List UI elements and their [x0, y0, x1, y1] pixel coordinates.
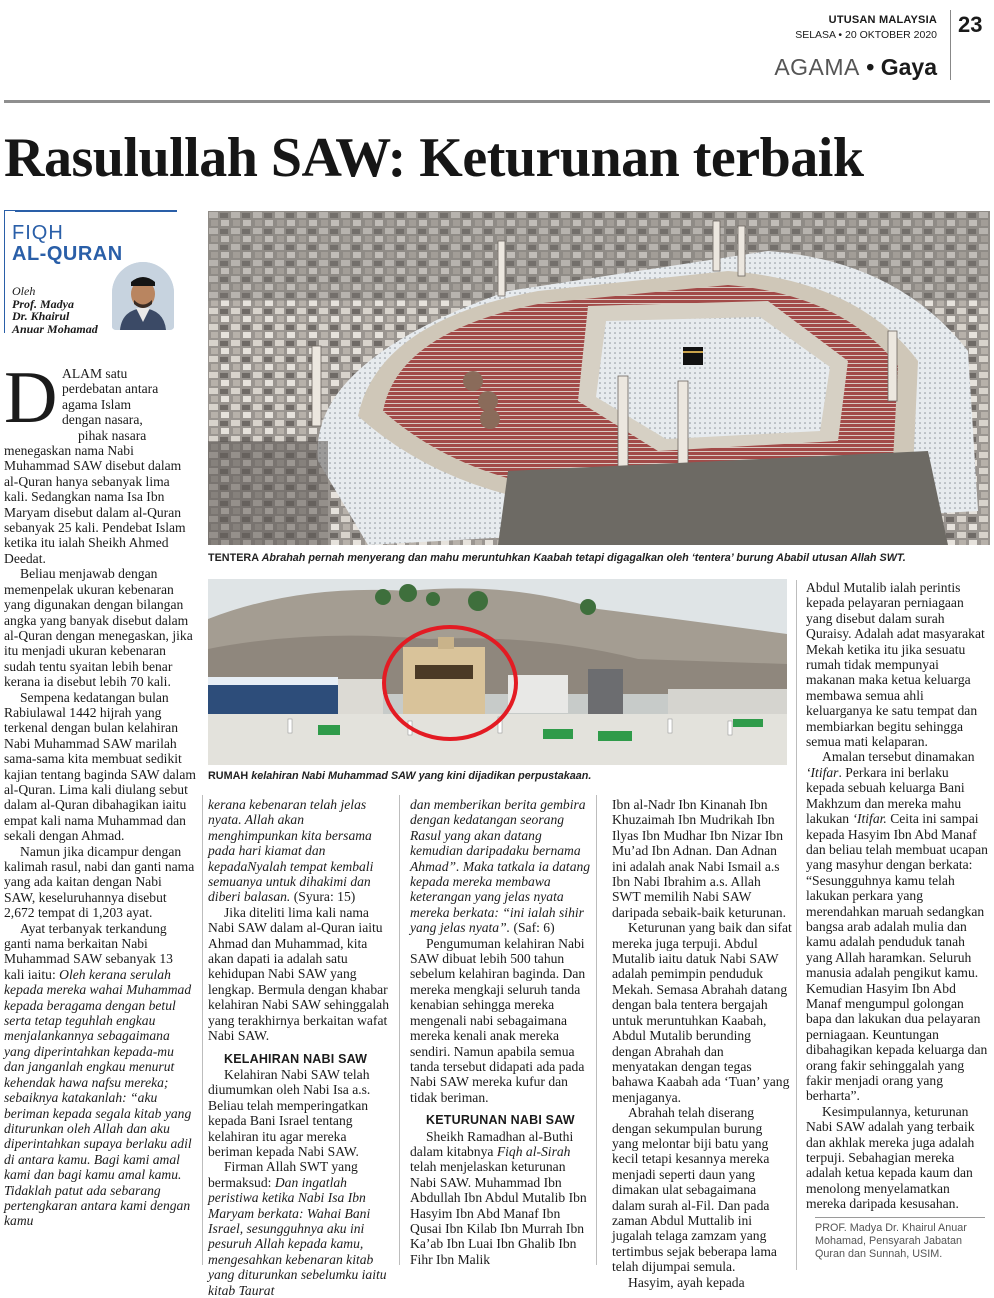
- byline-title: Prof. Madya: [12, 296, 74, 311]
- paragraph: Abdul Mutalib ialah perintis kepada pelayaran perniagaan yang disebut dalam surah Quraisy. Adalah adat masyarakat Mekah ketika itu jika sesuatu rumah tidak mempunyai makanan maka ketua keluarga membawa semua ahli keluarganya ke satu tempat dan membiarkan begitu sehingga semua mati kelaparan.: [806, 580, 985, 750]
- lead-line-4: dengan nasara,: [62, 412, 143, 428]
- text-run: Sheikh Ramadhan al-Buthi dalam kitabnya: [410, 1128, 574, 1159]
- article-column-3: [410, 797, 592, 1267]
- issue-date: SELASA • 20 OKTOBER 2020: [795, 29, 937, 41]
- photo2-caption: [208, 770, 787, 782]
- birthplace-image: [208, 579, 787, 765]
- paragraph: [410, 1129, 592, 1268]
- paragraph: Keturunan yang baik dan sifat mereka juga terpuji. Abdul Mutalib iaitu datuk Nabi SAW adalah pemimpin penduduk Mekah. Semasa Abrahah datang dengan bala tentera bergajah untuk meruntuhkan Kaabah, Abdul Mutalib berunding dengan Abrahah dan menyatakan dengan tegas bahawa Kaabah ada ‘Tuan’ yang menjaganya.: [612, 920, 792, 1105]
- article-column-1: [4, 357, 196, 1229]
- paragraph: Ibn al-Nadr Ibn Kinanah Ibn Khuzaimah Ibn Mudrikah Ibn Ilyas Ibn Mudhar Ibn Nizar Ibn Mu’ad Ibn Adnan. Dan Adnan ini adalah anak Nabi Ismail a.s Ibn Nabi Ibrahim a.s. Allah SWT memilih Nabi SAW daripada sebaik-baik keturunan.: [612, 797, 787, 920]
- article-column-4: [612, 797, 792, 1290]
- byline-by: Oleh: [12, 284, 36, 298]
- column-tag-alquran: AL-QURAN: [12, 243, 123, 265]
- article-column-2: [208, 797, 394, 1298]
- lead-line-5: pihak nasara: [78, 427, 147, 443]
- subheading-keturunan: KETURUNAN NABI SAW: [426, 1113, 575, 1128]
- text-run: Ayat terbanyak terkandung ganti nama berkaitan Nabi Muhammad SAW sebanyak 13 kali iaitu:: [4, 920, 173, 982]
- quote-run: dan memberikan berita gembira dengan kedatangan seorang Rasul yang akan datang kemudian daripadaku bernama Ahmad”. Maka tatkala ia datang kepada mereka membawa keterangan yang jelas nyata mereka berkata: “ini ialah sihir yang jelas nyata”.: [410, 797, 591, 936]
- section-bullet: •: [866, 54, 875, 80]
- paragraph: [806, 749, 990, 1103]
- photo-birthplace: [208, 579, 787, 765]
- paragraph: Pengumuman kelahiran Nabi SAW dibuat lebih 500 tahun sebelum kelahiran baginda. Dan mereka mengkaji seluruh tanda kenabian sehingga mereka mengenali nabi sebagaimana mereka kenali anak mereka sendiri. Namun apabila semua tanda tersebut didapati ada pada Nabi SAW mereka kufur dan tidak beriman.: [410, 935, 586, 1105]
- byline-name1: Dr. Khairul: [12, 309, 70, 323]
- paragraph: [208, 797, 394, 905]
- headline: Rasulullah SAW: Keturunan terbaik: [4, 127, 864, 189]
- subheading-kelahiran: KELAHIRAN NABI SAW: [224, 1051, 368, 1066]
- section-name: AGAMA: [774, 54, 860, 80]
- column-tag-rule: [15, 211, 177, 212]
- portrait-icon: [112, 262, 174, 330]
- quote-run: kerana kebenaran telah jelas nyata. Allah akan menghimpunkan kita bersama pada hari kiamat dan kepadaNyalah tempat kembali semuanya untuk dihakimi dan diberi balasan.: [208, 797, 374, 905]
- column-rule-3: [596, 795, 597, 1265]
- column-rule-2: [399, 795, 400, 1265]
- paragraph: [208, 1159, 394, 1298]
- top-rule: [4, 100, 990, 103]
- text-run: telah menjelaskan keturunan Nabi SAW. Muhammad Ibn Abdullah Ibn Abdul Mutalib Ibn Hasyim Ibn Abd Manaf Ibn Qusai Ibn Kilab Ibn Murrah Ibn Ka’ab Ibn Luai Ibn Ghalib Ibn Fihr Ibn Malik: [410, 1159, 587, 1267]
- book-title: Fiqh al-Sirah: [496, 1143, 571, 1159]
- masthead-divider: [950, 10, 951, 80]
- paragraph: [410, 797, 592, 936]
- author-bio: PROF. Madya Dr. Khairul Anuar Mohamad, Pensyarah Jabatan Quran dan Sunnah, USIM.: [815, 1222, 967, 1260]
- paper-name: UTUSAN MALAYSIA: [828, 14, 937, 26]
- photo1-caption: [208, 552, 994, 564]
- paragraph: Abrahah telah diserang dengan sekumpulan burung yang melontar biji batu yang kecil tetapi kesannya mereka menjadi seperti daun yang dimakan ulat sebagaimana dalam surah al-Fil. Dan pada zaman Abdul Muttalib ini jugalah telaga zamzam yang tertimbus sejak beberapa lama telah dijumpai semula.: [612, 1105, 777, 1275]
- column-rule-1: [202, 795, 203, 1265]
- drop-cap: D: [4, 357, 58, 439]
- mosque-aerial-image: [208, 211, 990, 545]
- paragraph: Kelahiran Nabi SAW telah diumumkan oleh Nabi Isa a.s. Beliau telah memperingatkan kepada Bani Israel tentang kelahiran itu agar mereka beriman kepada Nabi SAW.: [208, 1066, 371, 1159]
- paragraph: Jika diteliti lima kali nama Nabi SAW dalam al-Quran iaitu Ahmad dan Muhammad, kita akan dapati ia adalah satu kehidupan Nabi SAW yang lengkap. Bermula dengan khabar kelahiran Nabi SAW sehinggalah yang terakhirnya berkaitan wafat Nabi SAW.: [208, 904, 389, 1044]
- quote-run: Dan ingatlah peristiwa ketika Nabi Isa Ibn Maryam berkata: Wahai Bani Israel, sesungguhnya aku ini pesuruh Allah kepada kamu, mengesahkan kebenaran kitab yang diturunkan sebelumku iaitu kitab Taurat: [208, 1174, 387, 1298]
- caption1-lead: TENTERA: [208, 552, 259, 564]
- quote-run: Oleh kerana serulah kepada mereka wahai Muhammad kepada beragama dengan betul serta tetap teguhlah engkau menjalankannya sebagaimana yang diperintahkan kepada-mu dan janganlah engkau menurut kehendak hawa nafsu mereka; sebaiknya katakanlah: “aku beriman kepada segala kitab yang diturunkan oleh Allah dan aku diperintahkan supaya berlaku adil di antara kamu. Bagi kami amal kami dan bagi kamu amal kamu. Tidaklah patut ada sebarang pertengkaran antara kami dengan kamu: [4, 966, 192, 1229]
- caption2-lead: RUMAH: [208, 770, 249, 782]
- caption1-text: Abrahah pernah menyerang dan mahu meruntuhkan Kaabah tetapi digagalkan oleh ‘tentera’ burung Ababil utusan Allah SWT.: [261, 552, 906, 564]
- bio-rule: [815, 1217, 985, 1218]
- term-itifar: ‘Itifar.: [852, 811, 887, 827]
- lead-line-2: perdebatan antara: [62, 381, 159, 397]
- verse-ref: (Saf: 6): [510, 920, 555, 936]
- article-column-5: [806, 580, 990, 1212]
- caption2-text: kelahiran Nabi Muhammad SAW yang kini dijadikan perpustakaan.: [251, 770, 592, 782]
- page-number: 23: [958, 12, 983, 37]
- paragraph: Beliau menjawab dengan memenpelak ukuran kebenaran yang digunakan dengan bilangan angka yang banyak disebut dalam al-Quran dengan menegaskan, jika itu menjadi ukuran kebenaran sudah tentu syaitan lebih benar kerana ia disebut lebih 70 kali.: [4, 566, 193, 690]
- author-photo: [112, 262, 174, 330]
- section-subname: Gaya: [880, 54, 937, 80]
- paragraph: Kesimpulannya, keturunan Nabi SAW adalah yang terbaik dan akhlak mereka juga adalah terpuji. Sebahagian mereka adalah ketua kepada kaum dan menolong menyelamatkan mereka daripada kesusahan.: [806, 1103, 975, 1212]
- column-tag-fiqh: FIQH: [12, 222, 64, 244]
- text-run: Ceita ini sampai kepada Hasyim Ibn Abd Manaf dan beliau telah membuat ucapan yang masyhur dengan berkata: “Sesungguhnya kamu telah lakukan perkara yang merendahkan maruah sedangkan bangsa arab adalah mulia dan kamu adalah penduduk tanah yang Allah haramkan. Seluruh manusia adalah pengikut kamu. Kemudian Hasyim Ibn Abd Manaf mengumpul golongan bapa dan lakukan dua pelayaran perniagaan. Keuntungan dibahagikan kepada keluarga dan orang fakir sehinggalah yang fakir menjadi orang yang berharta”.: [806, 811, 988, 1104]
- photo-masjidil-haram: [208, 211, 990, 545]
- lead-line-3: agama Islam: [62, 396, 132, 412]
- paragraph: Sempena kedatangan bulan Rabiulawal 1442 hijrah yang terkenal dengan bulan kelahiran Nabi Muhammad SAW marilah sama-sama kita membuat sedikit kajian tentang baginda SAW dalam al-Quran. Lima kali diulang sebut dalam al-Quran dibahagikan iaitu empat kali nama Muhammad dan sekali dengan Ahmad.: [4, 689, 196, 844]
- verse-ref: (Syura: 15): [290, 889, 356, 905]
- text-run: Amalan tersebut dinamakan: [822, 749, 975, 765]
- paragraph: [4, 921, 196, 1229]
- text-run: Firman Allah SWT yang bermaksud:: [208, 1159, 358, 1190]
- byline: [12, 285, 98, 335]
- paragraph: Namun jika dicampur dengan kalimah rasul, nabi dan ganti nama yang ada kaitan dengan Nabi SAW, keseluruhannya disebut 2,672 tempat di 1,203 ayat.: [4, 843, 195, 921]
- column-rule-4: [796, 580, 797, 1270]
- paragraph: Hasyim, ayah kepada: [628, 1274, 745, 1290]
- section-label: [700, 52, 937, 82]
- term-itifar: ‘Itifar: [806, 764, 839, 780]
- text-run: . Perkara ini berlaku kepada sebuah keluarga Bani Makhzum dan mereka mahu lakukan: [806, 764, 965, 827]
- lead-paragraph-rest: menegaskan nama Nabi Muhammad SAW disebut dalam al-Quran hanya sebanyak lima kali. Sedangkan nama Isa Ibn Maryam disebut dalam al-Quran sebanyak 25 kali. Pendebat Islam ketika itu ialah Sheikh Ahmed Deedat.: [4, 443, 186, 566]
- byline-name2: Anuar Mohamad: [12, 321, 98, 336]
- lead-line-1: ALAM satu: [62, 366, 128, 381]
